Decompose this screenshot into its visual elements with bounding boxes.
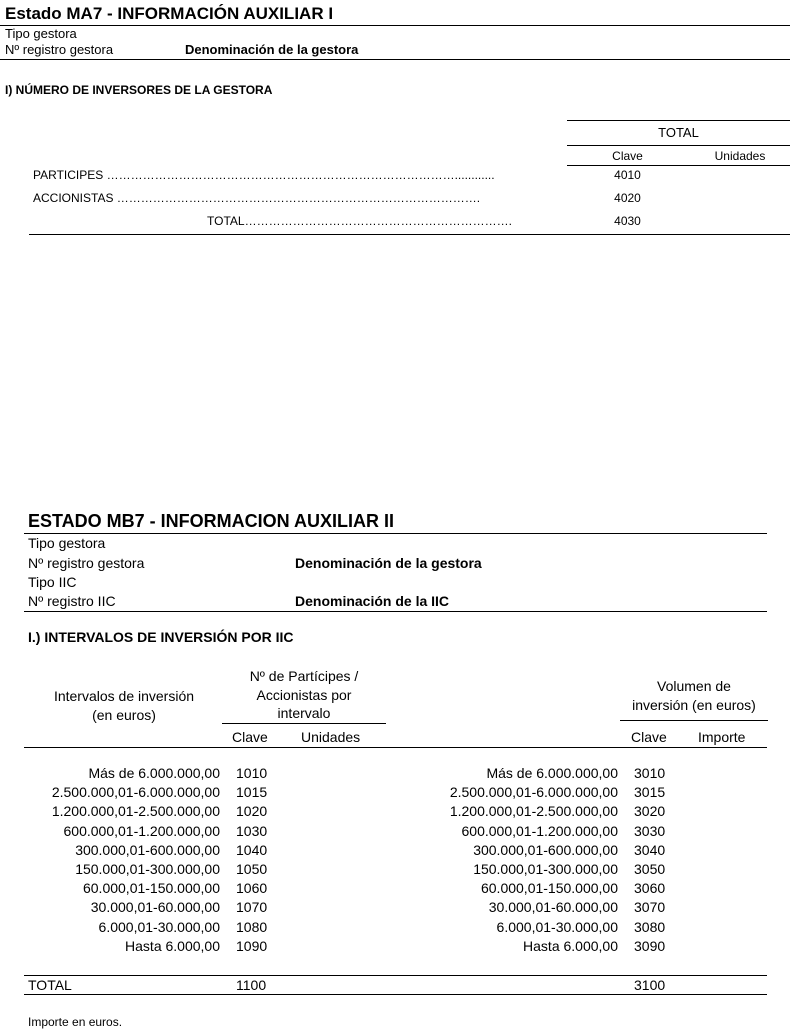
interval-clave: 1015	[236, 784, 268, 800]
ma7-header-clave: Clave	[612, 149, 643, 163]
interval-clave: 1010	[236, 765, 268, 781]
volume-clave: 3090	[634, 938, 666, 954]
interval-label: 150.000,01-300.000,00	[75, 861, 220, 877]
mb7-col-intervalos-line1: Intervalos de inversión	[53, 688, 195, 704]
volume-interval-label: 30.000,01-60.000,00	[488, 899, 618, 915]
mb7-title: ESTADO MB7 - INFORMACION AUXILIAR II	[28, 511, 394, 531]
divider	[567, 145, 790, 146]
divider	[24, 611, 767, 612]
volume-interval-label: 6.000,01-30.000,00	[496, 919, 618, 935]
ma7-row-accionistas-label: ACCIONISTAS ……………………………………………………………………………….	[33, 191, 481, 205]
mb7-col-intervalos-line2: (en euros)	[92, 707, 156, 723]
volume-interval-label: Más de 6.000.000,00	[486, 765, 618, 781]
ma7-row-participes-clave: 4010	[614, 168, 641, 182]
divider	[29, 234, 790, 235]
ma7-tipo-gestora-label: Tipo gestora	[5, 26, 77, 41]
interval-clave: 1050	[236, 861, 268, 877]
volume-clave: 3010	[634, 765, 666, 781]
interval-clave: 1080	[236, 919, 268, 935]
ma7-row-participes-label: PARTICIPES ……………………………………………………………………………............	[33, 168, 495, 182]
mb7-denominacion-iic-label: Denominación de la IIC	[295, 593, 450, 609]
volume-clave: 3030	[634, 823, 666, 839]
mb7-col-participes-line2: Accionistas por	[256, 687, 352, 703]
volume-clave: 3050	[634, 861, 666, 877]
mb7-col-volumen-line1: Volumen de	[657, 678, 731, 694]
mb7-n-registro-iic-label: Nº registro IIC	[28, 593, 116, 609]
mb7-total-clave2: 3100	[634, 977, 666, 993]
interval-label: 300.000,01-600.000,00	[75, 842, 220, 858]
mb7-n-registro-gestora-label: Nº registro gestora	[28, 555, 145, 571]
mb7-header-clave: Clave	[232, 729, 268, 745]
interval-clave: 1020	[236, 803, 268, 819]
mb7-header-importe: Importe	[698, 729, 746, 745]
interval-label: 30.000,01-60.000,00	[90, 899, 220, 915]
interval-label: 6.000,01-30.000,00	[98, 919, 220, 935]
volume-interval-label: 150.000,01-300.000,00	[473, 861, 618, 877]
volume-clave: 3020	[634, 803, 666, 819]
interval-label: Más de 6.000.000,00	[88, 765, 220, 781]
divider	[24, 994, 767, 995]
mb7-header-clave-2: Clave	[631, 729, 667, 745]
divider	[24, 747, 767, 748]
mb7-total-label: TOTAL	[28, 977, 72, 993]
interval-label: 2.500.000,01-6.000.000,00	[51, 784, 220, 800]
mb7-col-volumen-line2: inversión (en euros)	[632, 697, 756, 713]
mb7-col-participes-line1: Nº de Partícipes /	[249, 668, 359, 684]
ma7-row-total-clave: 4030	[614, 214, 641, 228]
ma7-header-total: TOTAL	[658, 125, 699, 140]
mb7-tipo-gestora-label: Tipo gestora	[28, 535, 106, 551]
volume-clave: 3060	[634, 880, 666, 896]
volume-interval-label: 1.200.000,01-2.500.000,00	[449, 803, 618, 819]
divider	[24, 975, 767, 976]
mb7-col-participes-line3: intervalo	[277, 705, 331, 721]
interval-clave: 1090	[236, 938, 268, 954]
ma7-denominacion-label: Denominación de la gestora	[185, 42, 359, 57]
divider	[567, 120, 790, 121]
ma7-header-unidades: Unidades	[714, 149, 766, 163]
divider	[620, 720, 768, 721]
divider	[222, 723, 386, 724]
volume-interval-label: 300.000,01-600.000,00	[473, 842, 618, 858]
interval-clave: 1040	[236, 842, 268, 858]
divider	[24, 533, 767, 534]
interval-label: Hasta 6.000,00	[125, 938, 220, 954]
volume-clave: 3070	[634, 899, 666, 915]
divider	[0, 25, 790, 26]
mb7-header-unidades: Unidades	[301, 729, 361, 745]
interval-label: 600.000,01-1.200.000,00	[63, 823, 220, 839]
ma7-row-total-label: TOTAL………………………………………………………….	[207, 214, 512, 228]
volume-clave: 3015	[634, 784, 666, 800]
mb7-tipo-iic-label: Tipo IIC	[28, 574, 77, 590]
volume-interval-label: 60.000,01-150.000,00	[480, 880, 618, 896]
ma7-row-accionistas-clave: 4020	[614, 191, 641, 205]
interval-clave: 1060	[236, 880, 268, 896]
volume-clave: 3040	[634, 842, 666, 858]
divider	[0, 59, 790, 60]
mb7-footnote: Importe en euros.	[28, 1015, 123, 1029]
ma7-n-registro-label: Nº registro gestora	[5, 42, 114, 57]
mb7-section-title: I.) INTERVALOS DE INVERSIÓN POR IIC	[28, 629, 294, 645]
interval-clave: 1030	[236, 823, 268, 839]
volume-interval-label: 2.500.000,01-6.000.000,00	[449, 784, 618, 800]
interval-label: 1.200.000,01-2.500.000,00	[51, 803, 220, 819]
ma7-section-title: I) NÚMERO DE INVERSORES DE LA GESTORA	[5, 83, 273, 97]
divider	[567, 165, 790, 166]
interval-label: 60.000,01-150.000,00	[82, 880, 220, 896]
volume-interval-label: Hasta 6.000,00	[523, 938, 618, 954]
interval-clave: 1070	[236, 899, 268, 915]
volume-clave: 3080	[634, 919, 666, 935]
mb7-total-clave1: 1100	[236, 977, 267, 993]
ma7-title: Estado MA7 - INFORMACIÓN AUXILIAR I	[5, 4, 334, 23]
mb7-denominacion-gestora-label: Denominación de la gestora	[295, 555, 482, 571]
volume-interval-label: 600.000,01-1.200.000,00	[461, 823, 618, 839]
